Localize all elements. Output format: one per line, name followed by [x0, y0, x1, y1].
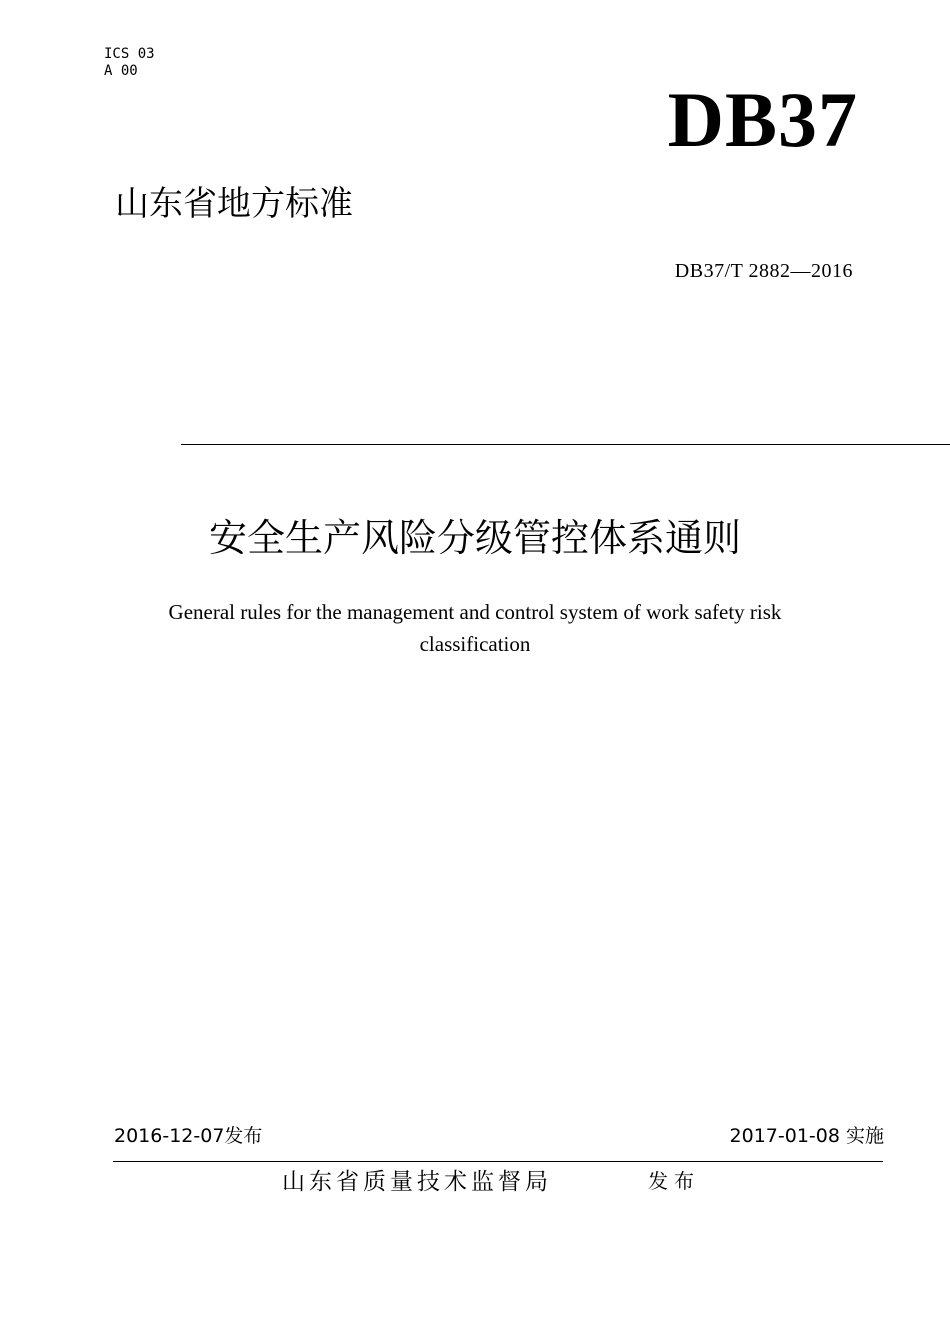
top-divider — [181, 444, 950, 445]
bottom-divider — [113, 1161, 883, 1162]
standard-type: 山东省地方标准 — [115, 184, 353, 224]
standard-number: DB37/T 2882—2016 — [674, 260, 853, 282]
classification-codes — [104, 46, 155, 80]
ics-code: ICS 03 — [104, 46, 155, 62]
issue-label: 发布 — [648, 1169, 700, 1193]
title-english: General rules for the management and control system of work safety risk classification — [168, 600, 782, 656]
db-code-logo: DB37 — [667, 76, 858, 163]
ccs-code: A 00 — [104, 63, 138, 79]
implement-date: 2017-01-08 实施 — [729, 1125, 884, 1147]
title-chinese: 安全生产风险分级管控体系通则 — [208, 516, 741, 560]
issuing-authority: 山东省质量技术监督局 — [282, 1169, 552, 1195]
publish-date: 2016-12-07发布 — [114, 1125, 263, 1147]
